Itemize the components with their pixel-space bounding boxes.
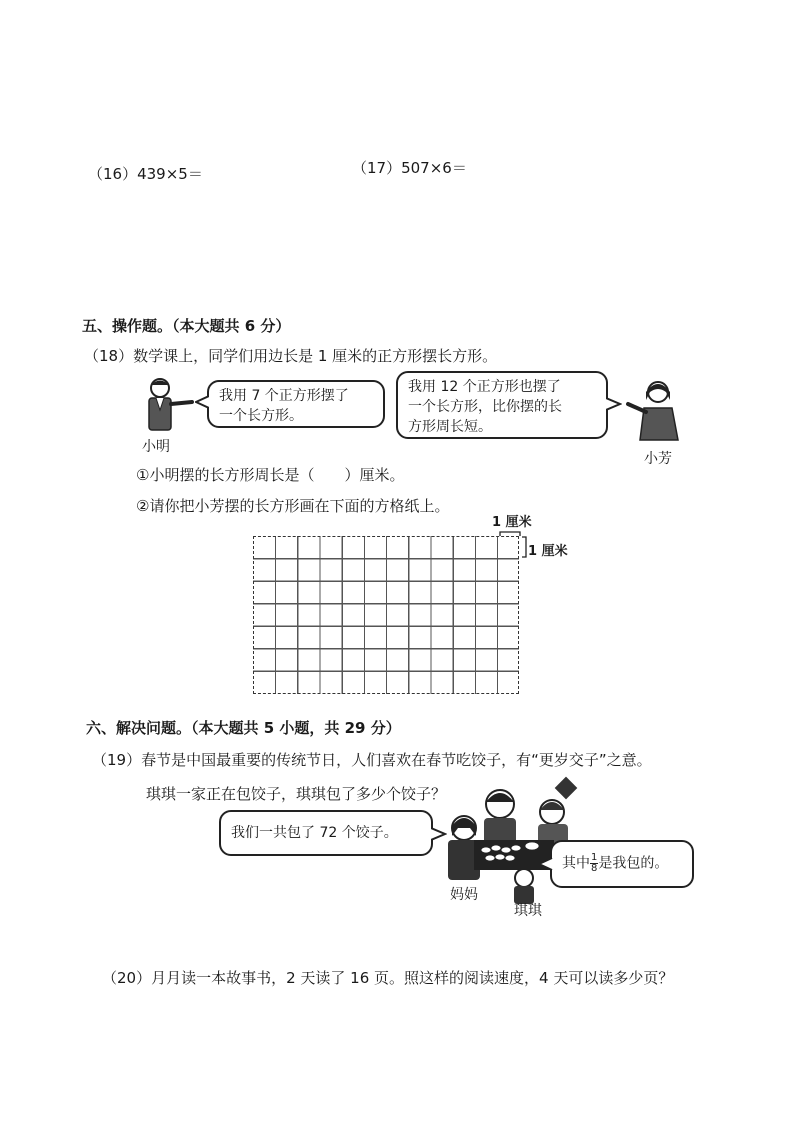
question-18-sub1: ①小明摆的长方形周长是（ ）厘米。 [136,466,405,484]
qiqi-name: 琪琪 [514,903,542,919]
question-16: （16）439×5＝ [88,165,203,183]
xiaofang-speech-line1: 我用 12 个正方形也摆了 [408,379,561,395]
xiaoming-name: 小明 [142,439,170,455]
question-19-question: 琪琪一家正在包饺子，琪琪包了多少个饺子？ [146,785,447,803]
fraction-denominator: 8 [591,863,598,874]
question-18-stem: （18）数学课上，同学们用边长是 1 厘米的正方形摆长方形。 [84,347,498,365]
question-19-stem: （19）春节是中国最重要的传统节日，人们喜欢在春节吃饺子，有“更岁交子”之意。 [92,751,652,769]
question-20-stem: （20）月月读一本故事书，2 天读了 16 页。照这样的阅读速度，4 天可以读多少页？ [102,969,674,987]
section-5-title: 五、操作题。（本大题共 6 分） [82,317,291,335]
mom-speech-text: 我们一共包了 72 个饺子。 [231,825,398,841]
mom-speech-bubble [219,810,433,856]
xiaofang-speech-line3: 方形周长短。 [408,419,492,435]
qiqi-speech-post: 是我包的。 [598,855,669,872]
xiaoming-bubble-tail [195,394,209,410]
mom-name: 妈妈 [450,887,478,903]
section-6-title: 六、解决问题。（本大题共 5 小题，共 29 分） [86,719,401,737]
xiaofang-bubble-tail [606,396,622,412]
grid-paper[interactable] [253,536,519,694]
xiaoming-speech-bubble [207,380,385,428]
xiaofang-figure [622,378,682,444]
grid-unit-side-label: 1 厘米 [528,544,568,559]
xiaofang-speech-bubble [396,371,608,439]
xiaoming-speech-line1: 我用 7 个正方形摆了 [219,388,349,404]
question-17: （17）507×6＝ [352,159,467,177]
qiqi-speech-bubble [550,840,694,888]
grid-unit-top-label: 1 厘米 [492,515,532,530]
fraction-numerator: 1 [591,852,598,863]
xiaoming-speech-line2: 一个长方形。 [219,408,303,424]
qiqi-speech-pre: 其中 [562,855,590,872]
xiaofang-speech-line2: 一个长方形，比你摆的长 [408,399,562,415]
xiaofang-name: 小芳 [644,451,672,467]
grid-unit-brace [498,528,532,560]
qiqi-bubble-tail [538,856,554,872]
question-18-sub2: ②请你把小芳摆的长方形画在下面的方格纸上。 [136,497,450,515]
xiaoming-figure [140,376,200,436]
